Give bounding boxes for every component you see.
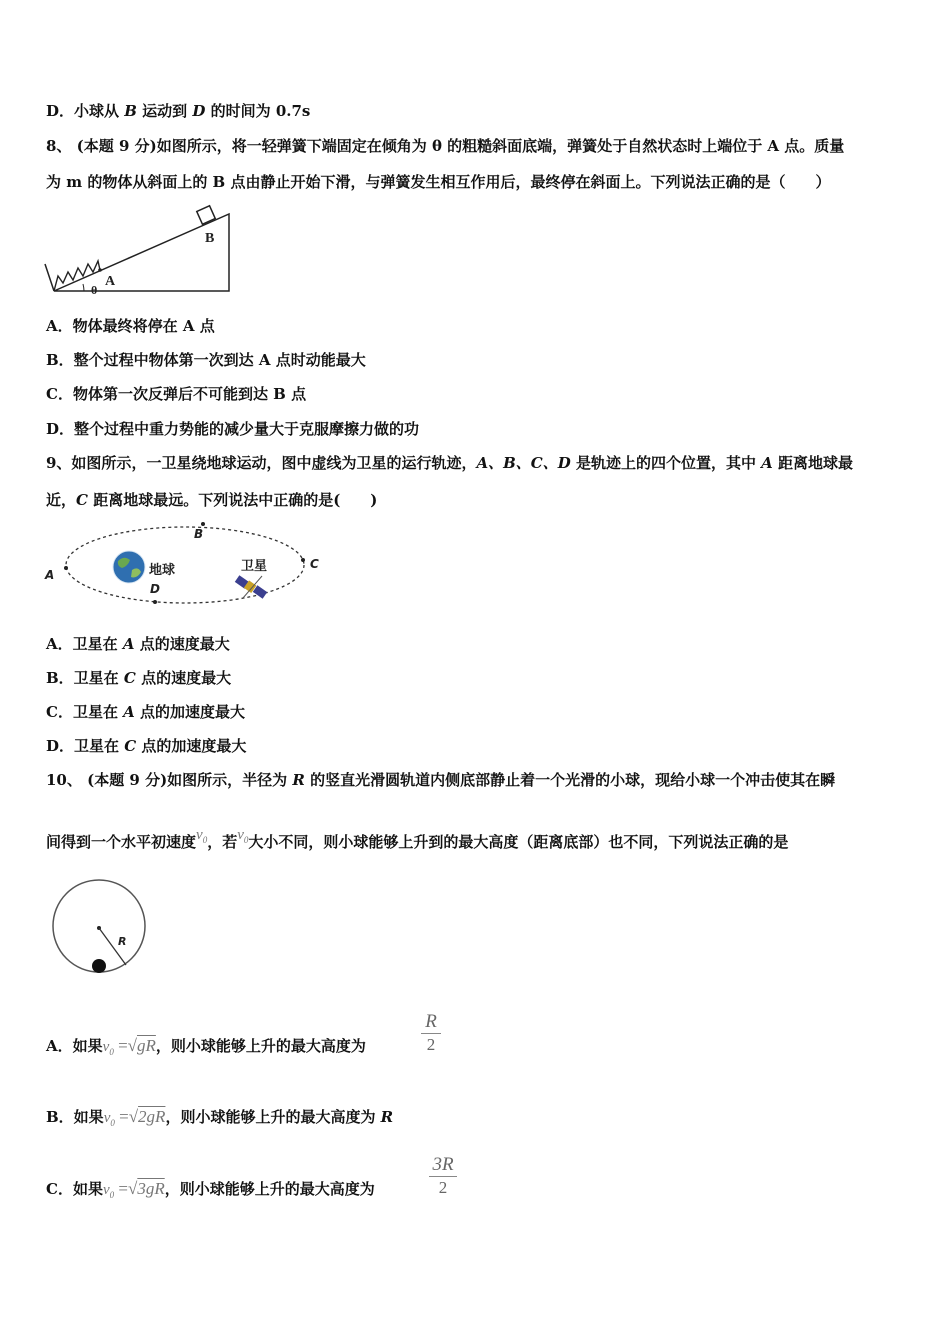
- label-a: A: [45, 568, 55, 582]
- satellite-label: 卫星: [241, 559, 268, 574]
- point-c-dot: [301, 558, 305, 562]
- q10-option-c: C．如果$v_0 =√3gR$，则小球能够上升的最大高度为: [46, 1179, 375, 1200]
- point-a-dot: [98, 268, 102, 272]
- q8-option-d: D．整个过程中重力势能的减少量大于克服摩擦力做的功: [46, 420, 420, 438]
- q8-stem-line2: 为 m 的物体从斜面上的 B 点由静止开始下滑，与弹簧发生相互作用后，最终停在斜面上。下列说法正确的是（ ）: [46, 173, 831, 191]
- q10-option-a: A．如果$v_0 =√gR$，则小球能够上升的最大高度为: [46, 1036, 366, 1057]
- point-d-dot: [153, 600, 157, 604]
- q8-incline-figure: [42, 204, 237, 296]
- v0-symbol: $v_0$: [102, 1039, 114, 1057]
- q9-option-c: C．卫星在 A 点的加速度最大: [46, 703, 246, 721]
- point-b-dot: [201, 522, 205, 526]
- q7-option-d: D．小球从 B 运动到 D 的时间为 0.7s: [46, 102, 311, 120]
- q8-stem-line1: 8、 (本题 9 分)如图所示，将一轻弹簧下端固定在倾角为 θ 的粗糙斜面底端，弹簧处于自然状态时上端位于 A 点。质量: [46, 137, 845, 155]
- label-a: A: [105, 274, 116, 289]
- v0-symbol-2: $v_0$: [237, 827, 249, 845]
- v0-symbol: $v_0$: [102, 1182, 115, 1200]
- ball: [92, 959, 106, 973]
- incline-triangle: [54, 214, 229, 291]
- q10-option-b: B．如果$v_0 =√2gR$，则小球能够上升的最大高度为 R: [46, 1107, 394, 1128]
- q10-stem-line1: 10、 (本题 9 分)如图所示，半径为 R 的竖直光滑圆轨道内侧底部静止着一个光滑的小球，现给小球一个冲击使其在瞬: [46, 771, 836, 789]
- label-c: C: [310, 557, 319, 571]
- q10-option-a-fraction: $\frac{R}{2}$: [421, 1011, 441, 1056]
- label-r: R: [118, 935, 127, 948]
- wall-left: [45, 264, 54, 291]
- q10-stem-line2: 间得到一个水平初速度$v_0$，若$v_0$大小不同，则小球能够上升到的最大高度（距离底部）也不同，下列说法正确的是: [46, 827, 789, 851]
- earth-icon: [113, 551, 145, 583]
- q9-option-b: B．卫星在 C 点的速度最大: [46, 669, 232, 687]
- q9-stem-line2: 近，C 距离地球最远。下列说法中正确的是( ): [46, 491, 378, 509]
- earth-label: 地球: [149, 563, 176, 578]
- q8-option-b: B．整个过程中物体第一次到达 A 点时动能最大: [46, 351, 366, 369]
- q9-stem-line1: 9、如图所示，一卫星绕地球运动，图中虚线为卫星的运行轨迹，A、B、C、D 是轨迹上的四个位置，其中 A 距离地球最: [46, 454, 854, 472]
- label-theta: θ: [91, 283, 98, 296]
- q10-option-c-fraction: $\frac{3R}{2}$: [429, 1154, 457, 1199]
- label-d: D: [150, 582, 160, 596]
- label-b: B: [194, 527, 204, 541]
- satellite-icon: [235, 575, 267, 598]
- v0-symbol: $v_0$: [103, 1110, 115, 1128]
- angle-arc: [83, 284, 84, 291]
- q9-orbit-figure: [40, 514, 330, 610]
- orbit-path: [66, 527, 304, 603]
- q9-option-d: D．卫星在 C 点的加速度最大: [46, 737, 247, 755]
- label-b: B: [205, 231, 215, 246]
- point-a-dot: [64, 566, 68, 570]
- q8-option-a: A．物体最终将停在 A 点: [46, 317, 215, 335]
- q8-option-c: C．物体第一次反弹后不可能到达 B 点: [46, 385, 307, 403]
- q9-option-a: A．卫星在 A 点的速度最大: [46, 635, 230, 653]
- v0-symbol: $v_0$: [196, 827, 208, 845]
- q10-circle-figure: [46, 878, 152, 980]
